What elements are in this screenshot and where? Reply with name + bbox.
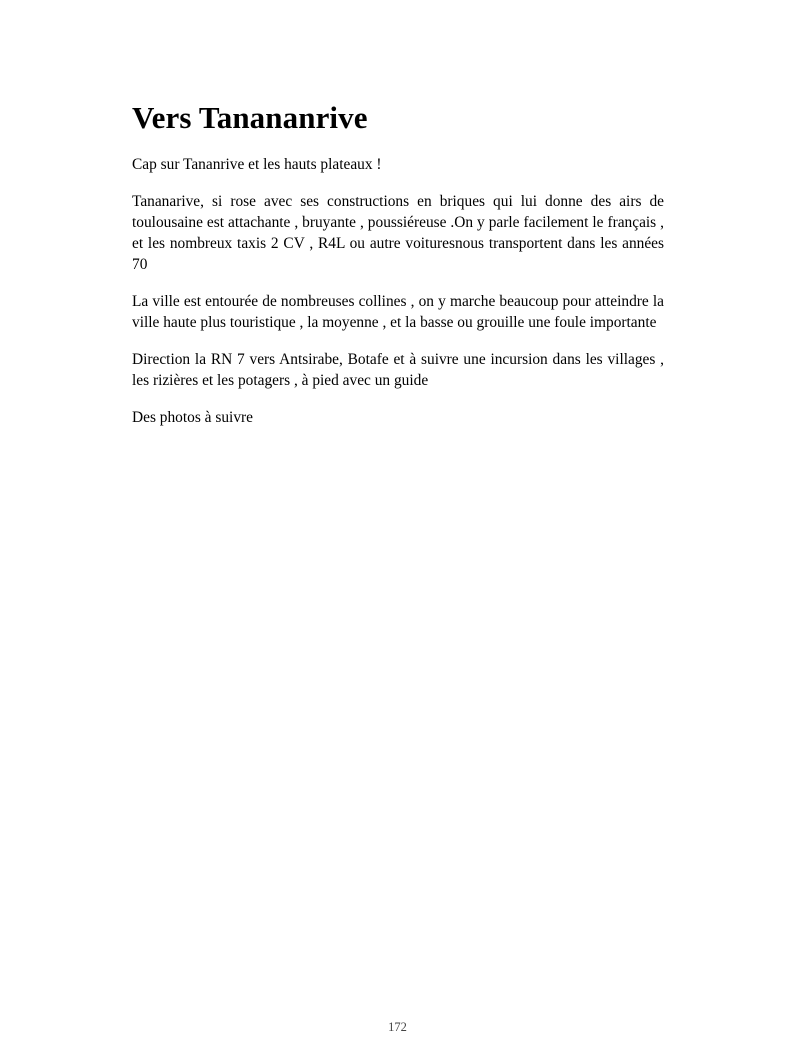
paragraph-photos: Des photos à suivre [132, 409, 253, 426]
document-body [132, 98, 664, 428]
page-number: 172 [388, 1020, 407, 1034]
paragraph-intro: Cap sur Tananrive et les hauts plateaux ! [132, 156, 382, 173]
paragraph-tananarive: Tananarive, si rose avec ses constructions en briques qui lui donne des airs de toulousaine est attachante , bruyante , poussiéreuse .On y parle facilement le français , et les nombreux taxis 2 CV , R4L ou autre voituresnous transportent dans les années 70 [132, 193, 664, 273]
page-title: Vers Tanananrive [132, 100, 368, 135]
paragraph-rn7: Direction la RN 7 vers Antsirabe, Botafe et à suivre une incursion dans les villages , les rizières et les potagers , à pied avec un guide [132, 351, 664, 389]
paragraph-city-hills: La ville est entourée de nombreuses collines , on y marche beaucoup pour atteindre la ville haute plus touristique , la moyenne , et la basse ou grouille une foule importante [132, 293, 664, 331]
